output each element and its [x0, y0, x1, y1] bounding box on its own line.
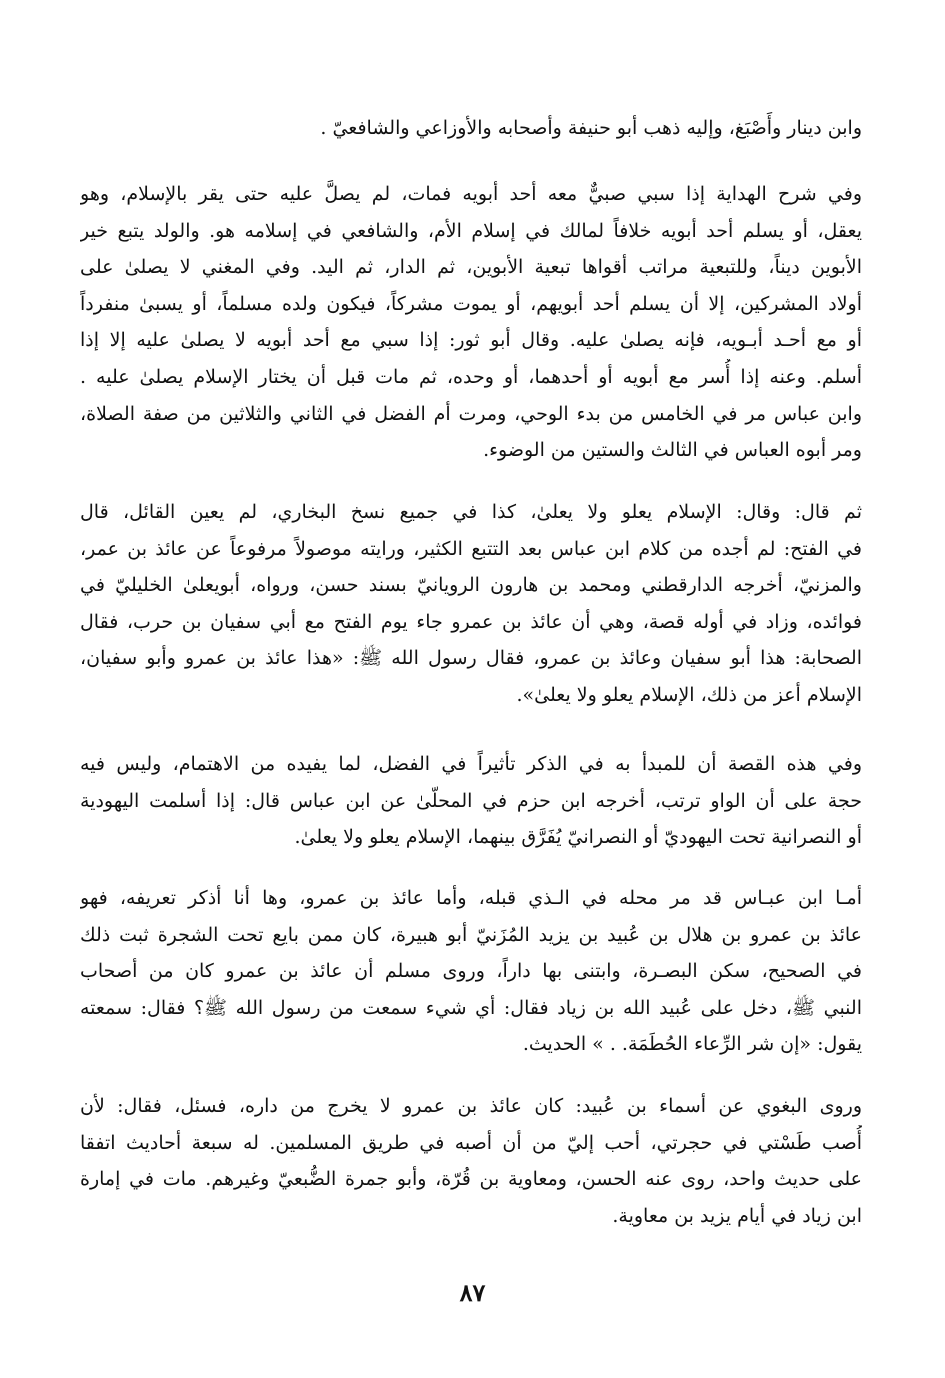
paragraph-line: في الصحيح، سكن البصـرة، وابتنى بها داراً، وروى مسلم أن عائذ بن عمرو كان من أصحاب: [80, 960, 862, 983]
paragraph-line: يقول: «إن شر الرِّعاء الحُطَمَة. . » الحديث.: [522, 1033, 862, 1056]
paragraph-line: الصحابة: هذا أبو سفيان وعائذ بن عمرو، فقال رسول الله ﷺ: «هذا عائذ بن عمرو وأبو سفيان،: [80, 647, 862, 670]
paragraph-line: النبي ﷺ، دخل على عُبيد الله بن زياد فقال: أي شيء سمعت من رسول الله ﷺ؟ فقال: سمعته: [80, 996, 862, 1019]
paragraph-line: على حديث واحد، روى عنه الحسن، ومعاوية بن قُرّة، وأبو جمرة الضُّبعيّ وغيرهم. مات في إمارة: [80, 1168, 862, 1191]
paragraph-line: وفي هذه القصة أن للمبدأ به في الذكر تأثيراً في الفضل، لما يفيده من الاهتمام، وليس فيه: [80, 753, 862, 775]
paragraph-line: فوائده، وزاد في أوله قصة، وهي أن عائذ بن عمرو جاء يوم الفتح مع أبي سفيان بن حرب، فقال: [80, 610, 862, 633]
paragraph-5: [80, 880, 862, 1063]
paragraph-line: والمزنيّ، أخرجه الدارقطني ومحمد بن هارون الرويانيّ بسند حسن، ورواه، أبويعلىٰ الخليليّ في: [80, 574, 862, 597]
paragraph-line: حجة على أن الواو ترتب، أخرجه ابن حزم في المحلّىٰ عن ابن عباس قال: إذا أسلمت اليهودية: [80, 789, 862, 812]
paragraph-line: ابن زياد في أيام يزيد بن معاوية.: [612, 1204, 862, 1227]
paragraph-line: الأبوين ديناً، وللتبعية مراتب أقواها تبعية الأبوين، ثم الدار، ثم اليد. وفي المغني لا يصلىٰ على: [80, 256, 862, 279]
paragraph-6: [80, 1088, 862, 1234]
paragraph-line: الإسلام أعز من ذلك، الإسلام يعلو ولا يعلىٰ».: [516, 683, 862, 706]
paragraph-line: وابن عباس مر في الخامس من بدء الوحي، ومرت أم الفضل في الثاني والثلاثين من صفة الصلاة،: [80, 402, 862, 425]
paragraph-line: ثم قال: وقال: الإسلام يعلو ولا يعلىٰ، كذا في جميع نسخ البخاري، لم يعين القائل، قال: [80, 501, 862, 523]
paragraph-4: [80, 746, 862, 856]
paragraph-line: يعقل، أو يسلم أحد أبويه خلافاً لمالك في إسلام الأم، والشافعي في إسلامه هو. والولد يتبع خير: [80, 219, 862, 242]
paragraph-2: [80, 176, 862, 469]
page-number: ٨٧: [459, 1278, 486, 1307]
paragraph-line: وابن دينار وأَصْبَغ، وإليه ذهب أبو حنيفة وأصحابه والأوزاعي والشافعيّ .: [320, 117, 862, 139]
paragraph-line: أمـا ابن عبـاس قد مر محله في الـذي قبله، وأما عائذ بن عمرو، وها أنا أذكر تعريفه، فهو: [80, 887, 862, 909]
paragraph-line: أو مع أحـد أبـويه، فإنه يصلىٰ عليه. وقال أبو ثور: إذا سبي مع أحد أبويه لا يصلىٰ عليه إلا إذا: [80, 329, 862, 352]
paragraph-line: أولاد المشركين، إلا أن يسلم أحد أبويهم، أو يموت مشركاً، فيكون ولده مسلماً، أو يسبىٰ منفرداً: [80, 292, 862, 315]
paragraph-line: وروى البغوي عن أسماء بن عُبيد: كان عائذ بن عمرو لا يخرج من داره، فسئل، فقال: لأن: [80, 1095, 862, 1117]
paragraph-1: [80, 110, 862, 147]
paragraph-line: ومر أبوه العباس في الثالث والستين من الوضوء.: [483, 439, 862, 462]
paragraph-3: [80, 494, 862, 714]
paragraph-line: أسلم. وعنه إذا أُسر مع أبويه أو أحدهما، أو وحده، ثم مات قبل أن يختار الإسلام يصلىٰ عليه .: [80, 365, 862, 388]
paragraph-line: وفي شرح الهداية إذا سبي صبيٌّ معه أحد أبويه فمات، لم يصلَّ عليه حتى يقر بالإسلام، وهو: [80, 183, 862, 205]
paragraph-line: عائذ بن عمرو بن هلال بن عُبيد بن يزيد المُزَنيّ أبو هبيرة، كان ممن بايع تحت الشجرة ثبت ذلك: [80, 923, 862, 946]
paragraph-line: في الفتح: لم أجده من كلام ابن عباس بعد التتبع الكثير، ورايته موصولاً مرفوعاً عن عائذ بن عمر،: [80, 537, 862, 560]
paragraph-line: أُصب طَسْتي في حجرتي، أحب إليّ من أن أصبه في طريق المسلمين. له سبعة أحاديث اتفقا: [80, 1131, 862, 1154]
paragraph-line: أو النصرانية تحت اليهوديّ أو النصرانيّ يُفَرَّق بينهما، الإسلام يعلو ولا يعلىٰ.: [294, 826, 862, 849]
